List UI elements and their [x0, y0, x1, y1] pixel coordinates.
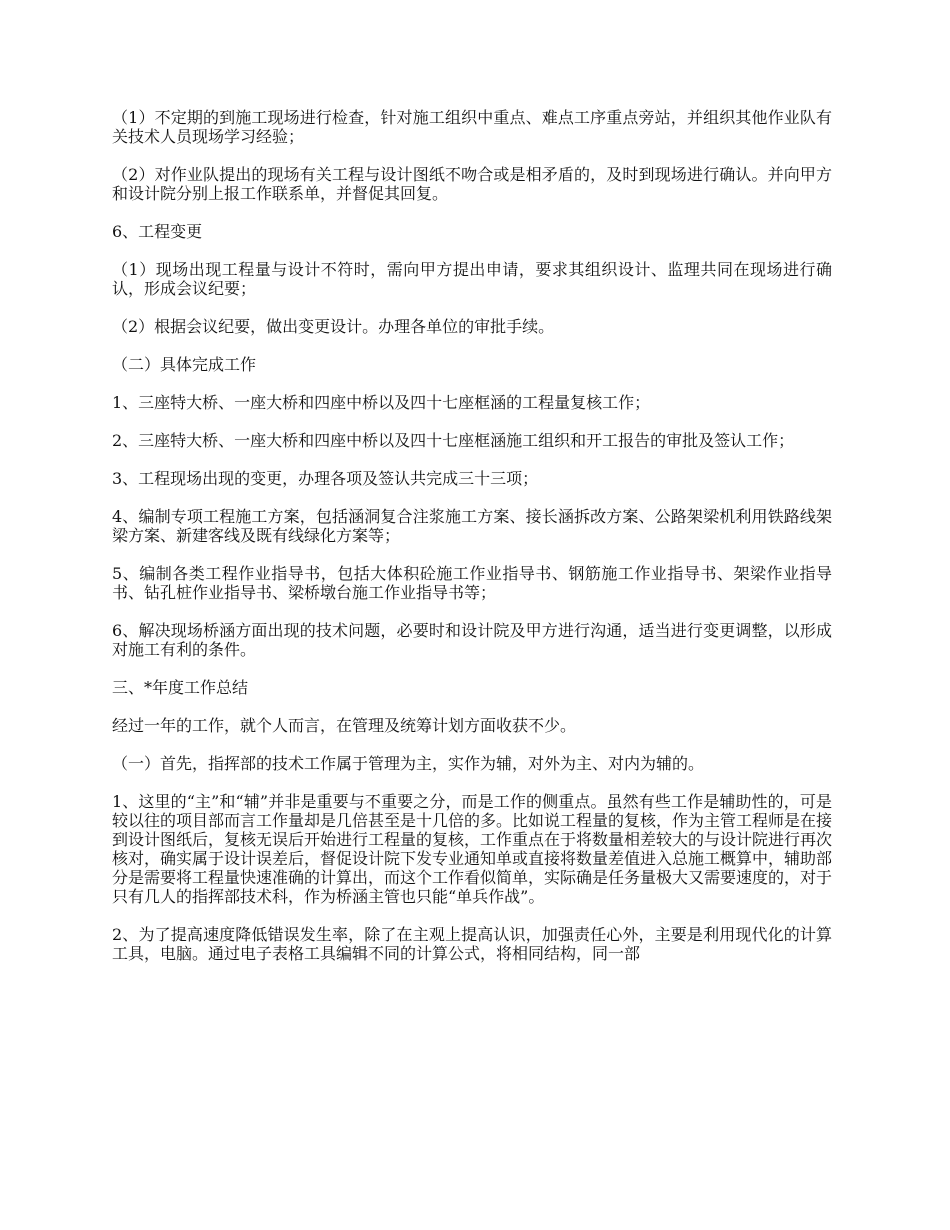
- list-item-completed-5: 5、编制各类工程作业指导书，包括大体积砼施工作业指导书、钢筋施工作业指导书、架梁作业指导书、钻孔桩作业指导书、梁桥墩台施工作业指导书等；: [112, 564, 832, 602]
- paragraph-inspection-1: （1）不定期的到施工现场进行检查，针对施工组织中重点、难点工序重点旁站，并组织其他作业队有关技术人员现场学习经验；: [112, 108, 832, 146]
- list-item-completed-2: 2、三座特大桥、一座大桥和四座中桥以及四十七座框涵施工组织和开工报告的审批及签认工作；: [112, 431, 795, 450]
- paragraph-change-2: （2）根据会议纪要，做出变更设计。办理各单位的审批手续。: [112, 317, 555, 336]
- section-heading-engineering-change: 6、工程变更: [112, 222, 203, 241]
- paragraph-change-1: （1）现场出现工程量与设计不符时，需向甲方提出申请，要求其组织设计、监理共同在现场进行确认，形成会议纪要；: [112, 260, 832, 298]
- paragraph-summary-intro: 经过一年的工作，就个人而言，在管理及统筹计划方面收获不少。: [112, 716, 577, 735]
- paragraph-summary-point-1: 1、这里的“主”和“辅”并非是重要与不重要之分，而是工作的侧重点。虽然有些工作是辅助性的，可是较以往的项目部而言工作量却是几倍甚至是十几倍的多。比如说工程量的复核，作为主管工程师是在接到设计图纸后，复核无误后开始进行工程量的复核，工作重点在于将数量相差较大的与设计院进行再次核对，确实属于设计误差后，督促设计院下发专业通知单或直接将数量差值进入总施工概算中，辅助部分是需要将工程量快速准确的计算出，而这个工作看似简单，实际确是任务量极大又需要速度的，对于只有几人的指挥部技术科，作为桥涵主管也只能“单兵作战”。: [112, 792, 833, 906]
- document-body: [112, 108, 832, 982]
- section-heading-completed-work: （二）具体完成工作: [112, 355, 257, 374]
- list-item-completed-6: 6、解决现场桥涵方面出现的技术问题，必要时和设计院及甲方进行沟通，适当进行变更调整，以形成对施工有利的条件。: [112, 621, 832, 659]
- paragraph-inspection-2: （2）对作业队提出的现场有关工程与设计图纸不吻合或是相矛盾的，及时到现场进行确认。并向甲方和设计院分别上报工作联系单，并督促其回复。: [112, 165, 832, 203]
- paragraph-summary-point-2: 2、为了提高速度降低错误发生率，除了在主观上提高认识，加强责任心外，主要是利用现代化的计算工具，电脑。通过电子表格工具编辑不同的计算公式，将相同结构，同一部: [112, 925, 832, 963]
- section-heading-annual-summary: 三、*年度工作总结: [112, 678, 249, 697]
- list-item-completed-4: 4、编制专项工程施工方案，包括涵洞复合注浆施工方案、接长涵拆改方案、公路架梁机利用铁路线架梁方案、新建客线及既有线绿化方案等；: [112, 507, 832, 545]
- paragraph-summary-first: （一）首先，指挥部的技术工作属于管理为主，实作为辅，对外为主、对内为辅的。: [112, 754, 705, 773]
- list-item-completed-1: 1、三座特大桥、一座大桥和四座中桥以及四十七座框涵的工程量复核工作；: [112, 393, 651, 412]
- list-item-completed-3: 3、工程现场出现的变更，办理各项及签认共完成三十三项；: [112, 469, 539, 488]
